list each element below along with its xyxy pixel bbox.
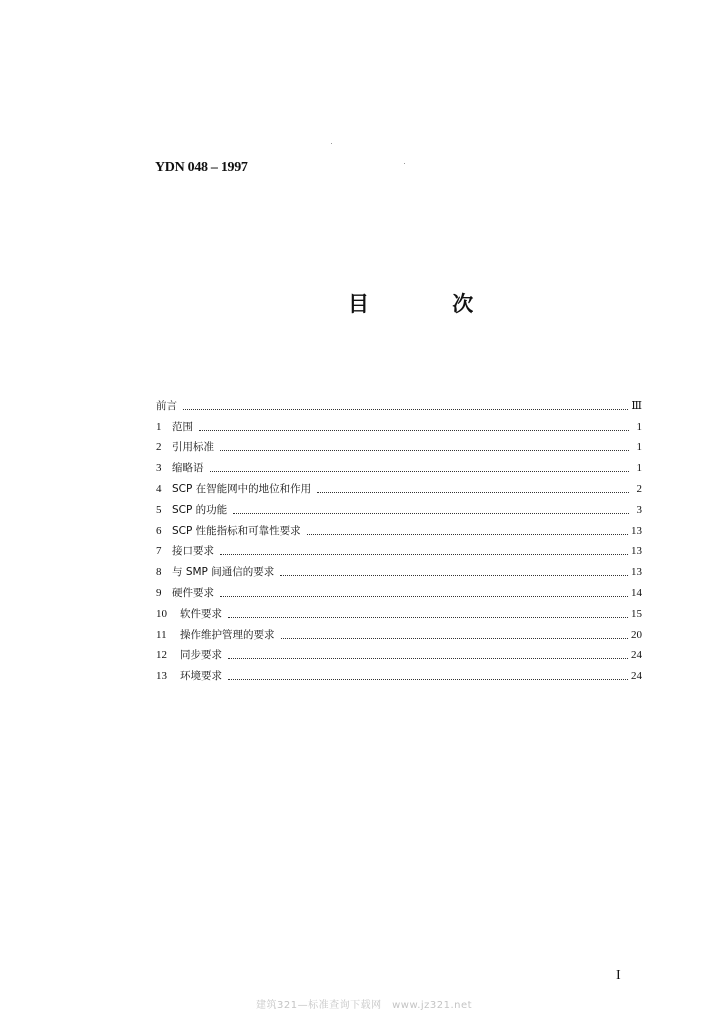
toc-entry-number: 9 — [156, 586, 162, 599]
toc-leader-dots — [199, 429, 629, 431]
toc-entry[interactable] — [156, 434, 642, 455]
toc-entry-text: 同步要求 — [180, 649, 222, 662]
toc-entry-text: 缩略语 — [172, 462, 204, 475]
toc-entry-number: 3 — [156, 462, 162, 475]
toc-entry-page: 13 — [631, 545, 642, 558]
toc-leader-dots — [307, 533, 628, 535]
toc-entry-text: 软件要求 — [180, 607, 222, 620]
toc-entry-label — [156, 441, 214, 454]
toc-entry-page: 13 — [631, 524, 642, 537]
toc-entry-label — [156, 608, 222, 621]
toc-entry-label — [156, 545, 214, 558]
toc-leader-dots — [317, 491, 629, 493]
toc-entry-page: 15 — [631, 607, 642, 620]
toc-entry[interactable] — [156, 517, 642, 538]
toc-entry-label — [156, 587, 214, 600]
toc-entry-number: 12 — [156, 649, 167, 662]
toc-leader-dots — [233, 512, 629, 514]
toc-entry-label — [156, 462, 204, 475]
table-of-contents — [156, 392, 642, 683]
toc-entry-number: 10 — [156, 607, 167, 620]
toc-entry-text: SCP 的功能 — [172, 503, 228, 516]
toc-leader-dots — [210, 470, 630, 472]
toc-entry-text: 操作维护管理的要求 — [180, 628, 275, 641]
toc-leader-dots — [220, 449, 629, 451]
toc-entry-page: 13 — [631, 566, 642, 579]
toc-leader-dots — [220, 553, 628, 555]
toc-entry-page: 20 — [631, 628, 642, 641]
toc-entry-number: 6 — [156, 524, 162, 537]
toc-entry[interactable] — [156, 475, 642, 496]
toc-entry-number: 7 — [156, 545, 162, 558]
toc-leader-dots — [228, 678, 628, 680]
toc-entry-text: 硬件要求 — [172, 586, 214, 599]
toc-entry[interactable] — [156, 600, 642, 621]
toc-entry-label — [156, 629, 275, 642]
toc-entry[interactable] — [156, 579, 642, 600]
toc-entry-page: 24 — [631, 670, 642, 683]
toc-entry-label — [156, 649, 222, 662]
toc-entry[interactable] — [156, 662, 642, 683]
toc-entry-text: 引用标准 — [172, 441, 214, 454]
scan-speck — [331, 143, 332, 144]
toc-entry-text: 前言 — [156, 399, 177, 412]
toc-entry-number: 5 — [156, 503, 162, 516]
toc-leader-dots — [220, 595, 628, 597]
toc-entry-text: SCP 在智能网中的地位和作用 — [172, 482, 312, 495]
toc-leader-dots — [183, 408, 628, 410]
toc-entry[interactable] — [156, 413, 642, 434]
toc-leader-dots — [228, 657, 628, 659]
toc-entry-page: 14 — [631, 586, 642, 599]
toc-entry-page: Ⅲ — [631, 399, 642, 412]
toc-entry-page: 1 — [636, 441, 642, 454]
page-number: I — [616, 968, 621, 983]
toc-entry-number: 4 — [156, 482, 162, 495]
toc-entry-text: 接口要求 — [172, 545, 214, 558]
toc-entry-label — [156, 566, 274, 579]
toc-leader-dots — [281, 637, 629, 639]
toc-entry-page: 1 — [636, 420, 642, 433]
toc-entry-text: 范围 — [172, 420, 193, 433]
toc-entry-label — [156, 525, 301, 538]
toc-entry-number: 11 — [156, 628, 167, 641]
toc-entry-page: 1 — [636, 462, 642, 475]
toc-entry-text: 与 SMP 间通信的要求 — [172, 566, 275, 579]
toc-entry-label — [156, 483, 311, 496]
toc-entry-number: 13 — [156, 670, 167, 683]
toc-entry-number: 1 — [156, 420, 162, 433]
toc-entry[interactable] — [156, 642, 642, 663]
toc-leader-dots — [228, 616, 628, 618]
toc-entry-page: 2 — [636, 482, 642, 495]
toc-entry-text: SCP 性能指标和可靠性要求 — [172, 524, 301, 537]
toc-entry[interactable] — [156, 538, 642, 559]
toc-entry[interactable] — [156, 621, 642, 642]
toc-entry-label — [156, 504, 227, 517]
toc-entry-page: 24 — [631, 649, 642, 662]
watermark-text[interactable]: 建筑321—标准查询下载网 www.jz321.net — [256, 1000, 473, 1011]
toc-entry[interactable] — [156, 558, 642, 579]
toc-entry-label — [156, 421, 193, 434]
toc-entry-label — [156, 670, 222, 683]
page-title: 目 次 — [348, 292, 512, 316]
toc-entry-page: 3 — [636, 503, 642, 516]
toc-entry-text: 环境要求 — [180, 670, 222, 683]
toc-entry[interactable] — [156, 392, 642, 413]
toc-entry[interactable] — [156, 496, 642, 517]
toc-entry-number: 8 — [156, 566, 162, 579]
toc-entry-label — [156, 400, 177, 413]
toc-entry-number: 2 — [156, 441, 162, 454]
scan-speck — [404, 163, 405, 164]
toc-entry[interactable] — [156, 454, 642, 475]
toc-leader-dots — [280, 574, 628, 576]
document-code: YDN 048 – 1997 — [155, 160, 248, 175]
